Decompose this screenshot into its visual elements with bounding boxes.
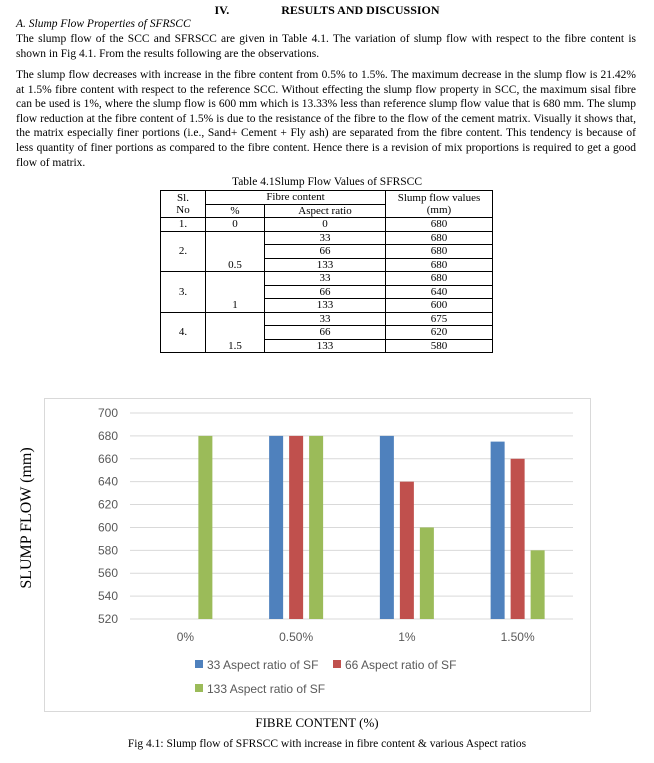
- cell-sl-no: 2.: [161, 231, 206, 272]
- cell-fibre-percent: 0: [206, 218, 265, 232]
- bar: [531, 550, 545, 619]
- table-caption: Table 4.1Slump Flow Values of SFRSCC: [231, 176, 423, 188]
- cell-slump-value: 680: [386, 231, 493, 245]
- cell-aspect-ratio: 66: [265, 326, 386, 340]
- slump-flow-chart: [18, 398, 591, 730]
- cell-aspect-ratio: 33: [265, 231, 386, 245]
- legend-label: 133 Aspect ratio of SF: [207, 682, 326, 696]
- figure-caption: Fig 4.1: Slump flow of SFRSCC with increase in fibre content & various Aspect ratios: [127, 738, 527, 750]
- y-tick-label: 660: [97, 451, 118, 466]
- y-tick-label: 520: [97, 612, 118, 626]
- section-number: IV.: [214, 3, 230, 17]
- chart-canvas: [18, 399, 590, 730]
- y-tick-label: 600: [97, 520, 118, 535]
- cell-slump-value: 680: [386, 245, 493, 259]
- cell-slump-value: 680: [386, 272, 493, 286]
- subsection-title: A. Slump Flow Properties of SFRSCC: [16, 18, 191, 30]
- header-sl-no: [161, 191, 206, 218]
- header-fibre-content: Fibre content: [206, 191, 386, 205]
- cell-slump-value: 620: [386, 326, 493, 340]
- bar: [420, 527, 434, 619]
- cell-fibre-percent: 1.5: [206, 312, 265, 353]
- cell-aspect-ratio: 133: [265, 299, 386, 313]
- x-tick-label: 0%: [176, 630, 195, 644]
- header-slump-label: Slump flow values: [397, 191, 481, 204]
- y-tick-label: 700: [97, 406, 118, 420]
- cell-sl-no: 3.: [161, 272, 206, 313]
- cell-aspect-ratio: 66: [265, 285, 386, 299]
- cell-aspect-ratio: 33: [265, 312, 386, 326]
- y-tick-label: 540: [97, 589, 118, 604]
- legend-label: 33 Aspect ratio of SF: [207, 658, 319, 672]
- bar: [380, 436, 394, 619]
- cell-aspect-ratio: 133: [265, 258, 386, 272]
- bar: [400, 482, 414, 619]
- cell-fibre-percent: 1: [206, 272, 265, 313]
- bar: [269, 436, 283, 619]
- y-tick-label: 620: [97, 497, 118, 512]
- slump-flow-table: [160, 190, 493, 353]
- y-tick-label: 640: [97, 474, 118, 489]
- paragraph: The slump flow of the SCC and SFRSCC are given in Table 4.1. The variation of slump flow with respect to the fibre content is shown in Fig 4.1. From the results following are the observations.: [16, 33, 636, 60]
- legend-swatch: [195, 660, 203, 668]
- y-axis-title: SLUMP FLOW (mm): [18, 447, 35, 589]
- cell-slump-value: 600: [386, 299, 493, 313]
- legend-label: 66 Aspect ratio of SF: [345, 658, 457, 672]
- table-header-row: [161, 191, 493, 205]
- header-unit-label: (mm): [426, 204, 452, 216]
- header-aspect-ratio: Aspect ratio: [265, 204, 386, 218]
- cell-slump-value: 680: [386, 258, 493, 272]
- legend-swatch: [195, 684, 203, 692]
- paragraph: The slump flow decreases with increase in the fibre content from 0.5% to 1.5%. The maximum decrease in the slump flow is 21.42% at 1.5% fibre content with respect to the reference SCC. Without effecting the slump flow property in SCC, the maximum sisal fibre can be used is 1%, where the slump flow is 600 mm which is 13.33% less than reference slump flow value that is 680 mm. The slump flow reduction at the fibre content of 1.5% is due to the resistance of the fibre to the flow of the cement matrix. Visually it shows that, the matrix especially finer portions (i.e., Sand+ Cement + Fly ash) are separated from the fibre content. This tendency is because of less quantity of finer portions as compared to the fibre content. Hence there is a revision of mix proportions is required to get a good flow of matrix.: [16, 69, 636, 169]
- cell-sl-no: 4.: [161, 312, 206, 353]
- cell-aspect-ratio: 33: [265, 272, 386, 286]
- table-row: [161, 272, 493, 286]
- cell-slump-value: 675: [386, 312, 493, 326]
- y-tick-label: 580: [97, 543, 118, 558]
- bar: [511, 459, 525, 619]
- bar: [289, 436, 303, 619]
- x-tick-label: 1%: [398, 630, 416, 644]
- section-heading: [0, 3, 654, 18]
- cell-slump-value: 640: [386, 285, 493, 299]
- x-tick-label: 0.50%: [279, 630, 314, 644]
- x-axis-title: FIBRE CONTENT (%): [255, 715, 379, 730]
- cell-sl-no: 1.: [161, 218, 206, 232]
- header-sl-label: Sl.: [177, 191, 189, 204]
- x-tick-label: 1.50%: [500, 630, 535, 644]
- table-row: [161, 218, 493, 232]
- cell-slump-value: 580: [386, 339, 493, 353]
- cell-aspect-ratio: 0: [265, 218, 386, 232]
- table-row: [161, 312, 493, 326]
- cell-aspect-ratio: 133: [265, 339, 386, 353]
- header-no-label: No: [176, 204, 190, 216]
- legend-swatch: [333, 660, 341, 668]
- cell-aspect-ratio: 66: [265, 245, 386, 259]
- header-percent: %: [206, 204, 265, 218]
- header-slump: [386, 191, 493, 218]
- bar: [491, 442, 505, 619]
- bar: [198, 436, 212, 619]
- y-tick-label: 680: [97, 428, 118, 443]
- table-row: [161, 231, 493, 245]
- cell-slump-value: 680: [386, 218, 493, 232]
- cell-fibre-percent: 0.5: [206, 231, 265, 272]
- y-tick-label: 560: [97, 566, 118, 581]
- bar: [309, 436, 323, 619]
- section-title: RESULTS AND DISCUSSION: [281, 3, 440, 17]
